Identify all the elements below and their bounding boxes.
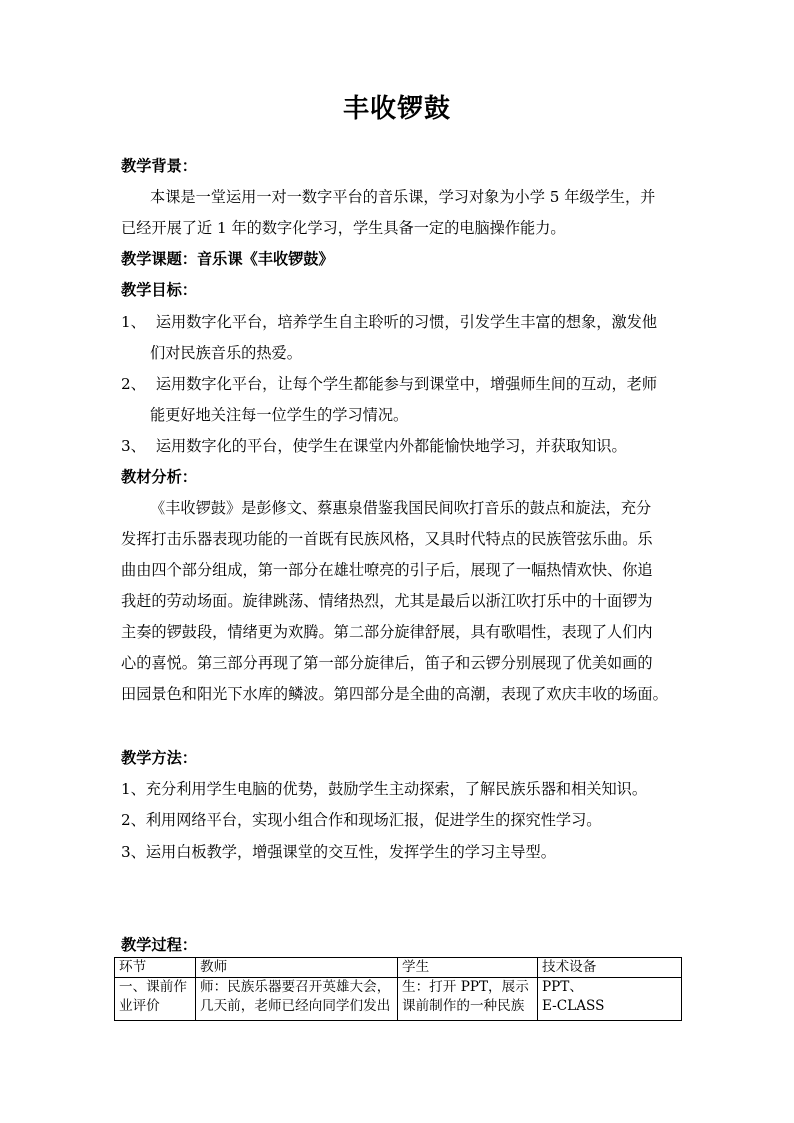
cell-line: E-CLASS — [542, 998, 605, 1014]
goal-text-line: 们对民族音乐的热爱。 — [150, 344, 302, 362]
goal-text-line: 能更好地关注每一位学生的学习情况。 — [150, 406, 409, 424]
goal-item-2 — [121, 374, 657, 394]
goal-text-line: 运用数字化平台，培养学生自主聆听的习惯，引发学生丰富的想象，激发他 — [155, 313, 658, 331]
cell-line: PPT、 — [542, 979, 583, 995]
header-cell-student: 学生 — [398, 958, 538, 978]
page-title: 丰收锣鼓 — [342, 94, 451, 124]
cell-line: 生：打开 PPT，展示 — [402, 979, 529, 995]
process-table — [114, 957, 682, 1021]
section-heading-methods: 教学方法： — [121, 749, 197, 767]
cell-line: 师：民族乐器要召开英雄大会， — [200, 979, 391, 995]
analysis-paragraph-line: 《丰收锣鼓》是彭修文、蔡惠泉借鉴我国民间吹打音乐的鼓点和旋法，充分 — [150, 499, 652, 517]
section-heading-analysis: 教材分析： — [121, 468, 197, 486]
cell-line: 一、课前作 — [119, 979, 187, 995]
method-item: 2、利用网络平台，实现小组合作和现场汇报，促进学生的探究性学习。 — [121, 811, 602, 829]
header-cell-equipment: 技术设备 — [538, 958, 682, 978]
goal-number: 3、 — [121, 437, 146, 455]
analysis-paragraph-line: 田园景色和阳光下水库的鳞波。第四部分是全曲的高潮，表现了欢庆丰收的场面。 — [121, 685, 668, 703]
cell-line: 几天前，老师已经向同学们发出 — [200, 998, 391, 1014]
goal-item-1 — [121, 312, 657, 332]
table-cell-teacher — [196, 978, 398, 1021]
goal-number: 1、 — [121, 313, 146, 331]
analysis-paragraph-line: 发挥打击乐器表现功能的一首既有民族风格，又具时代特点的民族管弦乐曲。乐 — [121, 530, 653, 548]
header-cell-teacher: 教师 — [196, 958, 398, 978]
background-paragraph-line: 本课是一堂运用一对一数字平台的音乐课，学习对象为小学 5 年级学生，并 — [150, 188, 656, 206]
goal-item-3 — [121, 436, 627, 456]
analysis-paragraph-line: 曲由四个部分组成，第一部分在雄壮嘹亮的引子后，展现了一幅热情欢快、你追 — [121, 561, 653, 579]
table-header-row — [115, 958, 682, 978]
table-cell-equipment — [538, 978, 682, 1021]
section-heading-process: 教学过程： — [121, 936, 197, 954]
section-heading-background: 教学背景： — [121, 157, 197, 175]
table-cell-student — [398, 978, 538, 1021]
analysis-paragraph-line: 我赶的劳动场面。旋律跳荡、情绪热烈，尤其是最后以浙江吹打乐中的十面锣为 — [121, 592, 653, 610]
header-cell-stage: 环节 — [115, 958, 196, 978]
table-cell-stage — [115, 978, 196, 1021]
method-item: 1、充分利用学生电脑的优势，鼓励学生主动探索，了解民族乐器和相关知识。 — [121, 780, 648, 798]
analysis-paragraph-line: 主奏的锣鼓段，情绪更为欢腾。第二部分旋律舒展，具有歌唱性，表现了人们内 — [121, 623, 653, 641]
background-paragraph-line: 已经开展了近 1 年的数字化学习，学生具备一定的电脑操作能力。 — [121, 219, 566, 237]
goal-text-line: 运用数字化的平台，使学生在课堂内外都能愉快地学习，并获取知识。 — [155, 437, 627, 455]
topic-line: 教学课题：音乐课《丰收锣鼓》 — [121, 250, 334, 268]
goal-number: 2、 — [121, 375, 146, 393]
section-heading-goals: 教学目标： — [121, 281, 197, 299]
table-row — [115, 978, 682, 1021]
analysis-paragraph-line: 心的喜悦。第三部分再现了第一部分旋律后，笛子和云锣分别展现了优美如画的 — [121, 654, 653, 672]
goal-text-line: 运用数字化平台，让每个学生都能参与到课堂中，增强师生间的互动，老师 — [155, 375, 658, 393]
cell-line: 课前制作的一种民族 — [402, 998, 525, 1014]
method-item: 3、运用白板教学，增强课堂的交互性，发挥学生的学习主导型。 — [121, 843, 556, 861]
cell-line: 业评价 — [119, 998, 160, 1014]
